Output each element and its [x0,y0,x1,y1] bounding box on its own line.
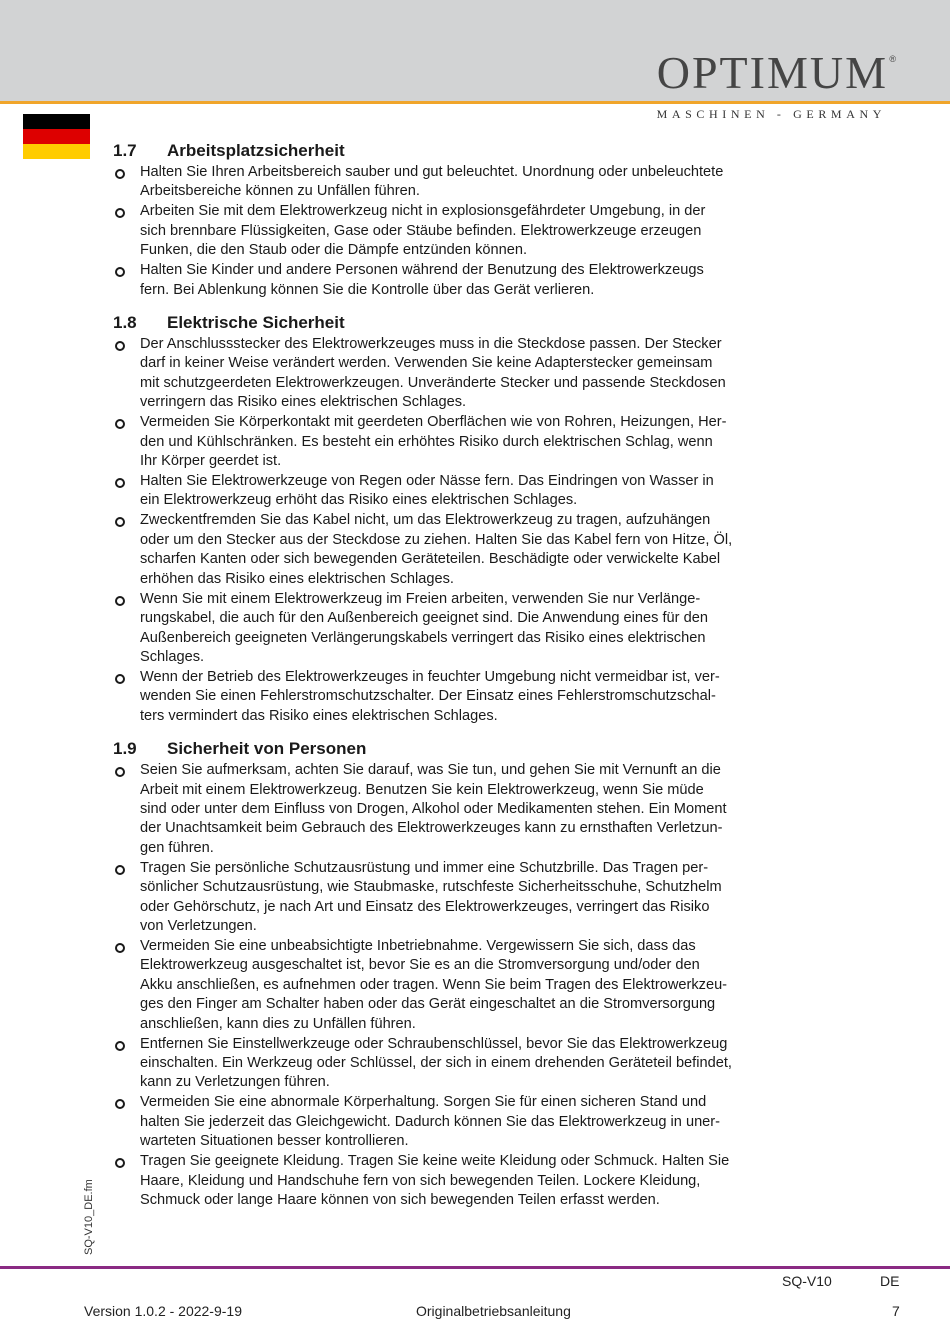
brand-subtitle: MASCHINEN - GERMANY [656,107,886,121]
section-heading [113,312,788,334]
bullet-item [113,511,788,589]
bullet-item [113,937,788,1034]
bullet-text-line: scharfen Kanten oder sich bewegenden Geräteteilen. Beschädigte oder verwickelte Kabel [140,551,721,568]
bullet-item [113,1152,788,1210]
circle-bullet-icon [115,478,125,488]
footer-model: SQ-V10 [782,1273,832,1289]
bullet-text-line: Vermeiden Sie Körperkontakt mit geerdeten Oberflächen wie von Rohren, Heizungen, Her- [140,414,727,431]
bullet-text-line: ters vermindert das Risiko eines elektrischen Schlages. [140,707,498,724]
bullet-text-line: Akku anschließen, es aufnehmen oder tragen. Wenn Sie beim Tragen des Elektrowerkzeu- [140,976,728,993]
flag-stripe-red [23,129,90,144]
bullet-text-line: sich brennbare Flüssigkeiten, Gase oder Stäube befinden. Elektrowerkzeuge erzeugen [140,222,702,239]
circle-bullet-icon [115,674,125,684]
bullet-item [113,668,788,726]
bullet-text-line: kann zu Verletzungen führen. [140,1074,330,1091]
bullet-text-line: darf in keiner Weise verändert werden. Verwenden Sie keine Adapterstecker gemeinsam [140,355,713,372]
bullet-item [113,413,788,471]
section-number: 1.7 [113,141,137,160]
bullet-text-line: Elektrowerkzeug ausgeschaltet ist, bevor Sie es an die Stromversorgung und/oder den [140,957,700,974]
circle-bullet-icon [115,1099,125,1109]
bullet-item [113,472,788,511]
page-number: 7 [892,1303,900,1319]
section-title: Sicherheit von Personen [167,739,367,759]
bullet-list [113,761,788,1210]
bullet-text-line: erhöhen das Risiko eines elektrischen Schlages. [140,570,454,587]
bullet-text-line: Funken, die den Staub oder die Dämpfe entzünden können. [140,242,528,259]
side-file-label: SQ-V10_DE.fm [83,1179,95,1255]
bullet-text-line: Wenn der Betrieb des Elektrowerkzeuges in feuchter Umgebung nicht vermeidbar ist, ver- [140,668,720,685]
bullet-text-line: Wenn Sie mit einem Elektrowerkzeug im Freien arbeiten, verwenden Sie nur Verlänge- [140,590,701,607]
bullet-text-line: Arbeitsbereiche können zu Unfällen führen. [140,183,420,200]
bullet-text-line: Schlages. [140,648,205,665]
footer-version: Version 1.0.2 - 2022-9-19 [84,1303,242,1319]
bullet-text-line: Haare, Kleidung und Handschuhe fern von sich bewegenden Teilen. Lockere Kleidung, [140,1172,701,1189]
bullet-text-line: verringern das Risiko eines elektrischen Schlages. [140,394,467,411]
circle-bullet-icon [115,208,125,218]
bullet-text-line: Vermeiden Sie eine abnormale Körperhaltung. Sorgen Sie für einen sicheren Stand und [140,1094,707,1111]
bullet-item [113,1035,788,1093]
bullet-text-line: Entfernen Sie Einstellwerkzeuge oder Schraubenschlüssel, bevor Sie das Elektrowerkzeug [140,1035,728,1052]
header-rule [0,101,950,104]
circle-bullet-icon [115,341,125,351]
bullet-item [113,859,788,937]
bullet-list [113,163,788,300]
bullet-item [113,761,788,858]
section-title: Arbeitsplatzsicherheit [167,141,345,160]
section-number: 1.9 [113,739,137,759]
bullet-text-line: Halten Sie Kinder und andere Personen während der Benutzung des Elektrowerkzeugs [140,262,704,279]
bullet-text-line: Tragen Sie geeignete Kleidung. Tragen Sie keine weite Kleidung oder Schmuck. Halten Sie [140,1153,730,1170]
bullet-text-line: sönlicher Schutzausrüstung, wie Staubmaske, rutschfeste Sicherheitsschuhe, Schutzhelm [140,879,722,896]
bullet-text-line: der Unachtsamkeit beim Gebrauch des Elektrowerkzeuges kann zu ernsthaften Verletzun- [140,820,723,837]
bullet-text-line: ges den Finger am Schalter haben oder das Gerät eingeschaltet an die Stromversorgung [140,996,716,1013]
bullet-text-line: Halten Sie Elektrowerkzeuge von Regen oder Nässe fern. Das Eindringen von Wasser in [140,473,714,490]
bullet-item [113,590,788,668]
circle-bullet-icon [115,943,125,953]
bullet-text-line: Halten Sie Ihren Arbeitsbereich sauber und gut beleuchtet. Unordnung oder unbeleuchtete [140,164,724,180]
bullet-text-line: Schmuck oder lange Haare können von sich bewegenden Teilen erfasst werden. [140,1192,660,1209]
bullet-text-line: einschalten. Ein Werkzeug oder Schlüssel, der sich in einem drehenden Geräteteil befindet, [140,1055,732,1071]
bullet-text-line: den und Kühlschränken. Es besteht ein erhöhtes Risiko durch elektrischen Schlag, wenn [140,433,713,450]
bullet-text-line: wenden Sie einen Fehlerstromschutzschalter. Der Einsatz eines Fehlerstromschutzschal- [140,688,716,705]
bullet-text-line: Außenbereich geeigneten Verlängerungskabels verringert das Risiko eines elektrischen [140,629,706,646]
section-1-8 [113,312,788,726]
bullet-text-line: sind oder unter dem Einfluss von Drogen, Alkohol oder Medikamenten stehen. Ein Moment [140,800,727,817]
section-heading [113,140,788,162]
bullet-text-line: rungskabel, die auch für den Außenbereich geeignet sind. Die Anwendung eines für den [140,610,708,627]
brand-logo: OPTIMUM [656,47,888,98]
section-1-9 [113,738,788,1210]
bullet-item [113,163,788,202]
section-1-7 [113,140,788,300]
bullet-text-line: halten Sie jederzeit das Gleichgewicht. Dadurch können Sie das Elektrowerkzeug in uner- [140,1113,721,1130]
circle-bullet-icon [115,767,125,777]
bullet-item [113,1093,788,1151]
bullet-text-line: gen führen. [140,839,214,856]
flag-stripe-gold [23,144,90,159]
document-body [113,140,788,1222]
bullet-text-line: mit schutzgeerdeten Elektrowerkzeugen. Unveränderte Stecker und passende Steckdosen [140,374,726,391]
bullet-text-line: Der Anschlussstecker des Elektrowerkzeuges muss in die Steckdose passen. Der Stecker [140,336,722,353]
circle-bullet-icon [115,169,125,179]
registered-mark: ® [889,54,896,64]
bullet-text-line: Arbeit mit einem Elektrowerkzeug. Benutzen Sie kein Elektrowerkzeug, wenn Sie müde [140,781,704,798]
section-heading [113,738,788,760]
bullet-text-line: warteten Situationen besser kontrollieren. [140,1133,409,1150]
bullet-text-line: Arbeiten Sie mit dem Elektrowerkzeug nicht in explosionsgefährdeter Umgebung, in der [140,203,706,220]
footer-rule [0,1266,950,1269]
bullet-text-line: oder um den Stecker aus der Steckdose zu ziehen. Halten Sie das Kabel fern von Hitze, Öl, [140,531,733,548]
circle-bullet-icon [115,596,125,606]
german-flag-icon [23,114,90,159]
section-number: 1.8 [113,313,137,333]
footer-language: DE [880,1273,900,1289]
bullet-text-line: ein Elektrowerkzeug erhöht das Risiko eines elektrischen Schlages. [140,492,578,509]
circle-bullet-icon [115,267,125,277]
circle-bullet-icon [115,1041,125,1051]
bullet-item [113,202,788,260]
circle-bullet-icon [115,419,125,429]
section-title: Elektrische Sicherheit [167,313,345,333]
bullet-text-line: von Verletzungen. [140,917,257,934]
flag-stripe-black [23,114,90,129]
bullet-list [113,335,788,726]
circle-bullet-icon [115,865,125,875]
bullet-text-line: anschließen, kann dies zu Unfällen führen. [140,1015,416,1032]
bullet-item [113,261,788,300]
bullet-text-line: oder Gehörschutz, je nach Art und Einsatz des Elektrowerkzeuges, verringert das Risiko [140,898,710,915]
footer-document-type: Originalbetriebsanleitung [416,1303,571,1319]
bullet-text-line: Tragen Sie persönliche Schutzausrüstung und immer eine Schutzbrille. Das Tragen per- [140,859,709,876]
circle-bullet-icon [115,1158,125,1168]
bullet-text-line: fern. Bei Ablenkung können Sie die Kontrolle über das Gerät verlieren. [140,281,595,298]
bullet-text-line: Ihr Körper geerdet ist. [140,453,282,470]
bullet-text-line: Zweckentfremden Sie das Kabel nicht, um das Elektrowerkzeug zu tragen, aufzuhängen [140,512,711,529]
circle-bullet-icon [115,517,125,527]
bullet-text-line: Vermeiden Sie eine unbeabsichtigte Inbetriebnahme. Vergewissern Sie sich, dass das [140,937,696,954]
bullet-text-line: Seien Sie aufmerksam, achten Sie darauf, was Sie tun, und gehen Sie mit Vernunft an die [140,762,721,779]
bullet-item [113,335,788,413]
